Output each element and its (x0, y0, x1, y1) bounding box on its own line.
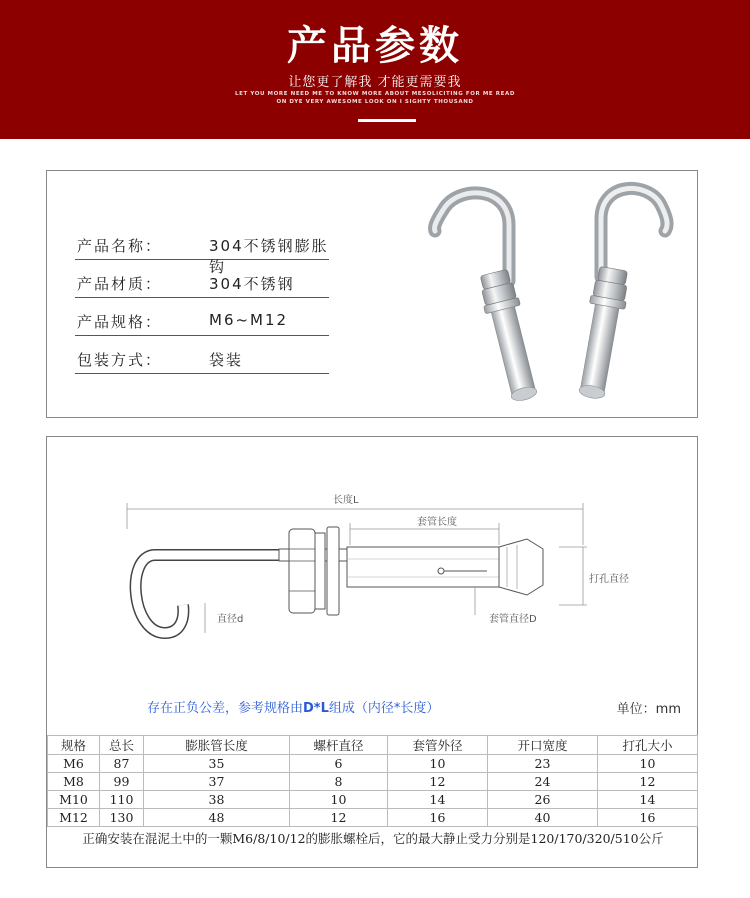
table-cell: M10 (48, 791, 100, 809)
length-label: 长度L (333, 495, 359, 506)
table-cell: 38 (144, 791, 290, 809)
table-cell: 37 (144, 773, 290, 791)
sleeve-length-label: 套管长度 (417, 517, 457, 528)
spec-key: 产品材质： (77, 275, 163, 293)
unit-label: 单位：mm (616, 702, 681, 717)
table-cell: 130 (100, 809, 144, 827)
table-cell: M8 (48, 773, 100, 791)
spec-value: 304不锈钢 (209, 275, 295, 293)
table-cell: 23 (488, 755, 598, 773)
spec-row-name (75, 233, 329, 276)
title-underline (358, 119, 416, 122)
table-cell: 35 (144, 755, 290, 773)
table-cell: 99 (100, 773, 144, 791)
table-cell: 10 (388, 755, 488, 773)
table-header: 开口宽度 (488, 736, 598, 755)
table-header: 膨胀管长度 (144, 736, 290, 755)
table-cell: M6 (48, 755, 100, 773)
spec-row-packaging (75, 347, 329, 374)
table-header: 打孔大小 (598, 736, 698, 755)
table-cell: 14 (598, 791, 698, 809)
spec-row-size (75, 309, 329, 336)
load-capacity-note: 正确安装在混泥土中的一颗M6/8/10/12的膨胀螺栓后，它的最大静止受力分别是120/170/320/510公斤 (82, 831, 664, 846)
table-header: 规格 (48, 736, 100, 755)
tolerance-prefix: 存在正负公差，参考规格由 (147, 701, 304, 716)
table-row (48, 791, 698, 809)
sleeve-diameter-label: 套管直径D (489, 614, 537, 625)
table-cell: 87 (100, 755, 144, 773)
spec-value: M6~M12 (209, 311, 289, 329)
english-tagline-2: ON DYE VERY AWESOME LOOK ON I SIGHTY THOUSAND (276, 99, 474, 105)
table-row (48, 809, 698, 827)
header-banner (0, 0, 750, 139)
table-header: 套管外径 (388, 736, 488, 755)
table-cell: M12 (48, 809, 100, 827)
table-cell: 26 (488, 791, 598, 809)
table-cell: 48 (144, 809, 290, 827)
hole-diameter-label: 打孔直径 (589, 574, 629, 585)
product-photo (421, 181, 681, 411)
tolerance-note (147, 697, 439, 716)
table-cell: 16 (388, 809, 488, 827)
table-cell: 12 (598, 773, 698, 791)
english-tagline-1: LET YOU MORE NEED ME TO KNOW MORE ABOUT MESOLICITING FOR ME READ (234, 91, 516, 97)
table-cell: 6 (290, 755, 388, 773)
spec-value: 袋装 (209, 351, 244, 369)
tolerance-bold: D*L (303, 701, 329, 716)
table-cell: 14 (388, 791, 488, 809)
table-header-row (48, 736, 698, 755)
dimension-diagram (47, 437, 697, 677)
product-info-panel (46, 170, 698, 418)
page-subtitle: 让您更了解我 才能更需要我 (288, 75, 462, 90)
spec-row-material (75, 271, 329, 298)
table-row (48, 773, 698, 791)
specification-panel (46, 436, 698, 868)
diameter-d-label: 直径d (217, 614, 244, 625)
tolerance-suffix: 组成（内径*长度） (328, 701, 440, 716)
spec-key: 产品规格： (77, 313, 163, 331)
table-cell: 8 (290, 773, 388, 791)
table-cell: 12 (388, 773, 488, 791)
table-cell: 40 (488, 809, 598, 827)
table-row (48, 755, 698, 773)
table-cell: 24 (488, 773, 598, 791)
spec-value: 304不锈钢膨胀钩 (209, 237, 329, 276)
table-cell: 10 (598, 755, 698, 773)
table-cell: 110 (100, 791, 144, 809)
table-header: 总长 (100, 736, 144, 755)
spec-key: 产品名称： (77, 237, 163, 255)
parameter-table (47, 735, 698, 827)
table-cell: 16 (598, 809, 698, 827)
table-cell: 12 (290, 809, 388, 827)
spec-key: 包装方式： (77, 351, 163, 369)
page-title: 产品参数 (287, 23, 463, 69)
table-header: 螺杆直径 (290, 736, 388, 755)
table-cell: 10 (290, 791, 388, 809)
